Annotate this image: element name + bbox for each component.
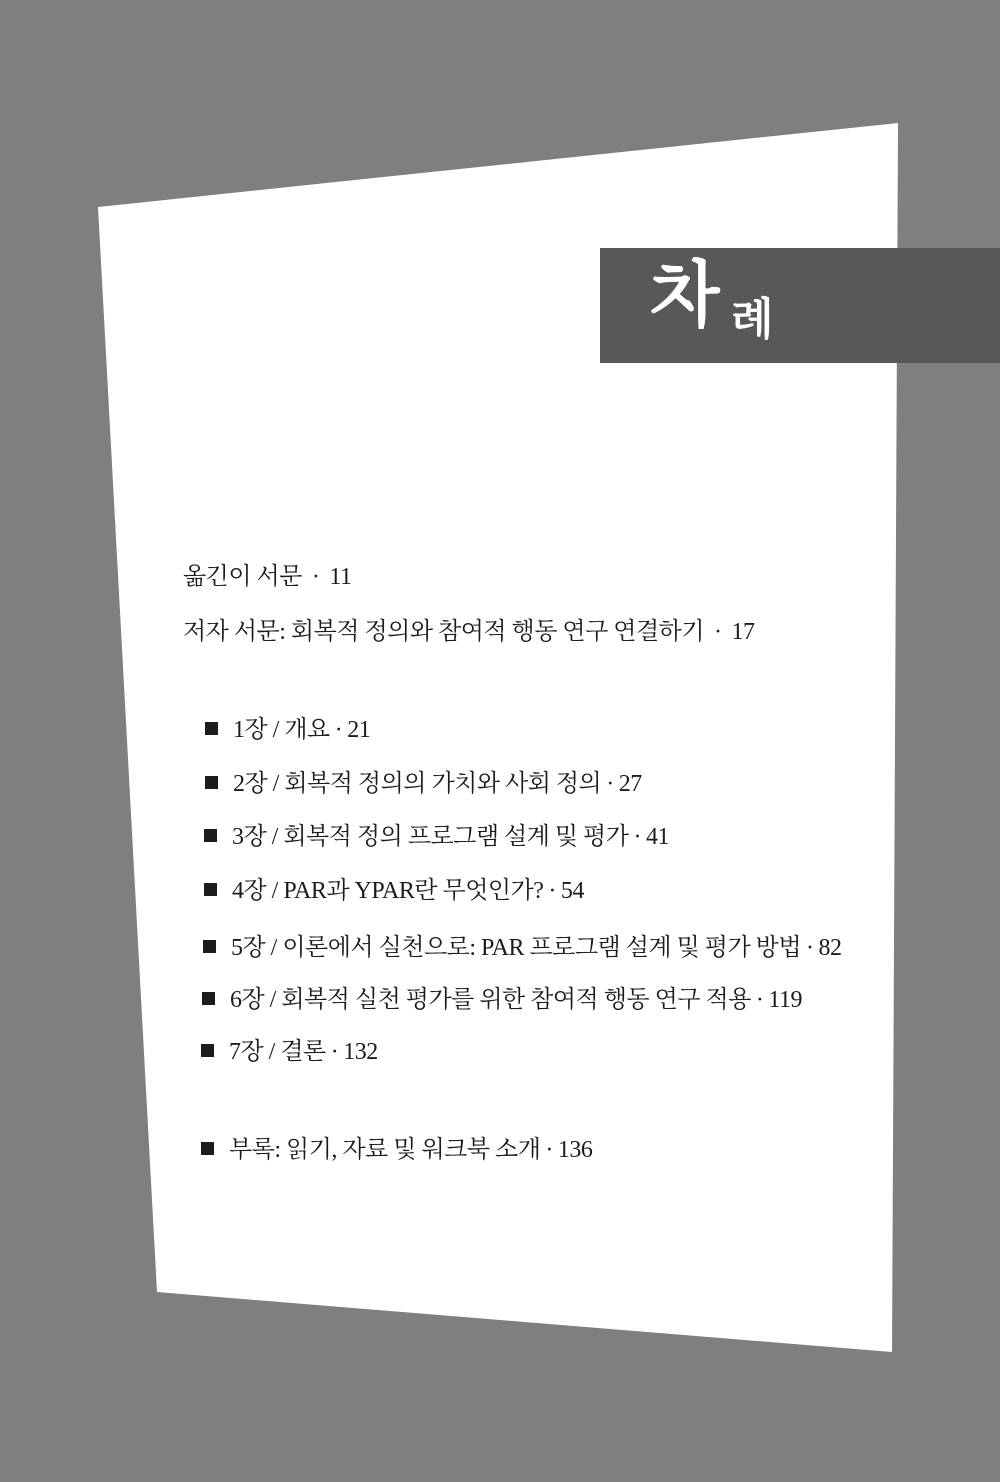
toc-entry-page: 54 [560, 878, 584, 904]
toc-entry-chapter-7 [201, 1035, 378, 1069]
toc-title-sub: 례 [731, 295, 774, 344]
toc-entry-page: 21 [347, 717, 371, 743]
toc-entry-label: 1장 / 개요 [233, 717, 330, 743]
toc-entry-appendix [201, 1133, 592, 1167]
toc-entry-page: 136 [557, 1137, 593, 1163]
toc-entry-page: 11 [329, 564, 352, 590]
bullet-square-icon [204, 883, 217, 896]
toc-entry-page: 82 [818, 935, 842, 961]
toc-entry-label: 저자 서문: 회복적 정의와 참여적 행동 연구 연결하기 [183, 619, 705, 645]
toc-entry-chapter-1 [205, 713, 370, 747]
toc-entry-label: 옮긴이 서문 [183, 564, 302, 590]
toc-separator: · [311, 564, 320, 590]
toc-entry-label: 4장 / PAR과 YPAR란 무엇인가? [232, 878, 544, 904]
toc-separator: · [548, 878, 556, 904]
toc-entry-page: 41 [645, 824, 669, 850]
toc-separator: · [606, 771, 614, 797]
bullet-square-icon [203, 940, 216, 953]
toc-title-main: 차 [650, 256, 720, 336]
toc-entry-translator-preface [183, 560, 352, 594]
bullet-square-icon [205, 722, 218, 735]
toc-banner [600, 248, 1000, 363]
toc-entry-author-preface [183, 615, 755, 649]
bullet-square-icon [201, 1044, 214, 1057]
bullet-square-icon [202, 992, 215, 1005]
toc-entry-page: 17 [731, 619, 755, 645]
toc-entry-page: 119 [768, 987, 802, 1013]
toc-entry-page: 132 [343, 1039, 378, 1065]
toc-entry-label: 5장 / 이론에서 실천으로: PAR 프로그램 설계 및 평가 방법 [231, 935, 801, 961]
bullet-square-icon [201, 1142, 214, 1155]
toc-entry-label: 부록: 읽기, 자료 및 워크북 소개 [229, 1137, 541, 1163]
toc-entry-chapter-6 [202, 983, 802, 1017]
toc-entry-label: 3장 / 회복적 정의 프로그램 설계 및 평가 [232, 824, 629, 850]
bullet-square-icon [205, 776, 218, 789]
toc-entry-chapter-3 [204, 820, 669, 854]
toc-separator: · [334, 717, 343, 743]
toc-separator: · [330, 1039, 339, 1065]
toc-separator: · [755, 987, 764, 1013]
toc-entry-label: 6장 / 회복적 실천 평가를 위한 참여적 행동 연구 적용 [230, 987, 751, 1013]
toc-entry-chapter-5 [203, 931, 842, 965]
toc-separator: · [714, 619, 722, 645]
toc-entry-chapter-2 [205, 767, 642, 801]
toc-entry-label: 7장 / 결론 [229, 1039, 326, 1065]
toc-entry-chapter-4 [204, 874, 584, 908]
toc-separator: · [633, 824, 641, 850]
toc-separator: · [545, 1137, 553, 1163]
toc-entry-label: 2장 / 회복적 정의의 가치와 사회 정의 [233, 771, 602, 797]
toc-separator: · [806, 935, 814, 961]
bullet-square-icon [204, 829, 217, 842]
toc-entry-page: 27 [618, 771, 642, 797]
